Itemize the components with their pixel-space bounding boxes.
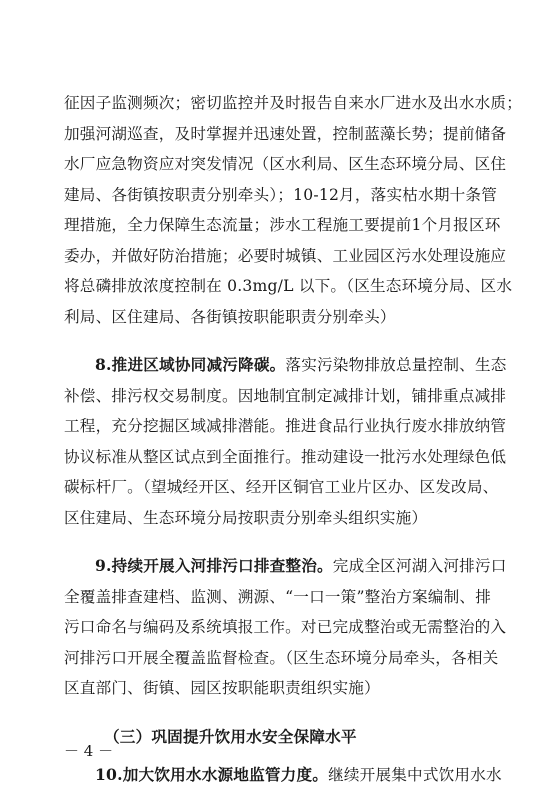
item-8-heading: 8.推进区域协同减污降碳。 (95, 355, 286, 374)
text-line: 征因子监测频次；密切监控并及时报告自来水厂进水及出水水质； (64, 94, 523, 112)
text-line: 理措施，全力保障生态流量；涉水工程施工要提前1个月报区环 (64, 216, 501, 234)
paragraph-water-quality (64, 88, 523, 332)
text-line: 8.推进区域协同减污降碳。落实污染物排放总量控制、生态 (95, 355, 507, 374)
text-line: 加强河湖巡查，及时掌握并迅速处置，控制蓝藻长势；提前储备 (64, 124, 507, 143)
text-line: 补偿、排污权交易制度。因地制宜制定减排计划，铺排重点减排 (64, 386, 507, 405)
text-line: 委办，并做好防治措施；必要时城镇、工业园区污水处理设施应 (64, 246, 507, 265)
page-number: － 4 － (64, 742, 114, 760)
item-10-heading: 10.加大饮用水水源地监管力度。 (95, 765, 329, 784)
text-line: 9.持续开展入河排污口排查整治。完成全区河湖入河排污口 (95, 556, 507, 575)
text-line: 10.加大饮用水水源地监管力度。继续开展集中式饮用水水 (95, 765, 502, 784)
text-line: 利局、区住建局、各街镇按职能职责分别牵头） (64, 307, 396, 326)
text-line: 全覆盖排查建档、监测、溯源、“一口一策”整治方案编制、排 (64, 587, 491, 606)
text-line: 碳标杆厂。（望城经开区、经开区铜官工业片区办、区发改局、 (64, 478, 499, 496)
text-line: 区住建局、生态环境分局按职责分别牵头组织实施） (64, 508, 428, 527)
text-line: 污口命名与编码及系统填报工作。对已完成整治或无需整治的入 (64, 618, 507, 636)
text-line: 协议标准从整区试点到全面推行。推动建设一批污水处理绿色低 (64, 447, 507, 466)
text-line: 工程，充分挖掘区域减排潜能。推进食品行业执行废水排放纳管 (64, 417, 507, 435)
paragraph-item-9 (64, 551, 507, 704)
text-line: 河排污口开展全覆盖监督检查。（区生态环境分局牵头，各相关 (64, 648, 499, 667)
section-heading: （三）巩固提升饮用水安全保障水平 (104, 726, 357, 746)
item-9-heading: 9.持续开展入河排污口排查整治。 (95, 556, 333, 575)
document-body (64, 88, 523, 791)
text-line: 区直部门、街镇、园区按职能职责组织实施） (64, 679, 380, 697)
text-line: 建局、各街镇按职责分别牵头）；10-12月，落实枯水期十条管 (64, 185, 497, 204)
paragraph-item-8 (64, 350, 507, 533)
text-line: 将总磷排放浓度控制在 0.3mg/L 以下。（区生态环境分局、区水 (64, 277, 513, 295)
text-line: 水厂应急物资应对突发情况（区水利局、区生态环境分局、区住 (64, 155, 507, 173)
paragraph-item-10 (64, 760, 502, 791)
